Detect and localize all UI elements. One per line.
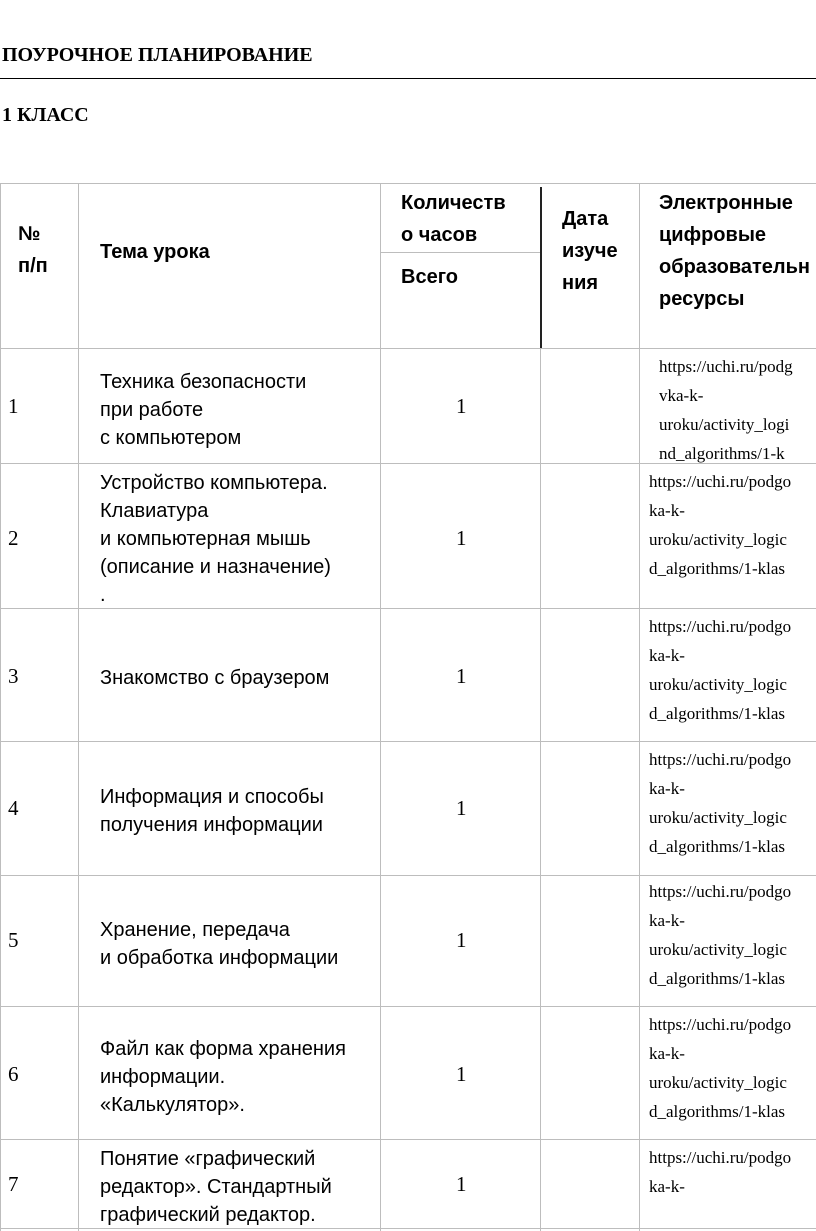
row-number: 1 bbox=[8, 394, 19, 418]
lesson-topic: Хранение, передача и обработка информации bbox=[100, 919, 339, 969]
header-hours-group: Количеств о часов bbox=[401, 192, 506, 246]
resource-link[interactable]: https://uchi.ru/podgo ka-k- uroku/activity_logic d_algorithms/1-klas bbox=[649, 1015, 792, 1121]
row-divider bbox=[0, 1139, 816, 1140]
hours-value: 1 bbox=[456, 394, 467, 418]
row-divider bbox=[0, 1006, 816, 1007]
header-number: № п/п bbox=[18, 223, 48, 277]
row-number: 6 bbox=[8, 1062, 19, 1086]
grade-title: 1 КЛАСС bbox=[2, 104, 89, 126]
column-divider bbox=[540, 348, 541, 1231]
lesson-topic: Устройство компьютера. Клавиатура и компьютерная мышь (описание и назначение) . bbox=[100, 472, 331, 606]
hours-value: 1 bbox=[456, 526, 467, 550]
lesson-topic: Знакомство с браузером bbox=[100, 667, 330, 689]
header-topic: Тема урока bbox=[100, 241, 210, 263]
table-top-border bbox=[0, 183, 816, 184]
row-number: 3 bbox=[8, 664, 19, 688]
row-number: 2 bbox=[8, 526, 19, 550]
table-left-border bbox=[0, 183, 1, 1231]
row-number: 7 bbox=[8, 1172, 19, 1196]
row-number: 4 bbox=[8, 796, 19, 820]
hours-header-divider bbox=[380, 252, 540, 253]
header-resources: Электронные цифровые образовательн ресурсы bbox=[659, 192, 810, 310]
header-date: Дата изуче ния bbox=[562, 208, 618, 294]
row-number: 5 bbox=[8, 928, 19, 952]
resource-link[interactable]: https://uchi.ru/podgo ka-k- uroku/activity_logic d_algorithms/1-klas bbox=[649, 882, 792, 988]
row-divider bbox=[0, 741, 816, 742]
hours-value: 1 bbox=[456, 796, 467, 820]
lesson-topic: Техника безопасности при работе с компьютером bbox=[100, 371, 307, 449]
header-hours-total: Всего bbox=[401, 266, 458, 288]
resource-link[interactable]: https://uchi.ru/podg vka-k- uroku/activity_logi nd_algorithms/1-k bbox=[659, 357, 793, 463]
resource-link[interactable]: https://uchi.ru/podgo ka-k- bbox=[649, 1148, 792, 1196]
document-title: ПОУРОЧНОЕ ПЛАНИРОВАНИЕ bbox=[2, 44, 313, 66]
hours-value: 1 bbox=[456, 928, 467, 952]
row-divider bbox=[0, 875, 816, 876]
hours-value: 1 bbox=[456, 1172, 467, 1196]
resource-link[interactable]: https://uchi.ru/podgo ka-k- uroku/activity_logic d_algorithms/1-klas bbox=[649, 472, 792, 578]
header-bottom-border bbox=[0, 348, 816, 349]
lesson-topic: Файл как форма хранения информации. «Калькулятор». bbox=[100, 1038, 346, 1116]
column-divider bbox=[540, 187, 542, 348]
column-divider bbox=[639, 183, 640, 1231]
lesson-topic: Понятие «графический редактор». Стандартный графический редактор. bbox=[100, 1148, 332, 1226]
title-underline bbox=[0, 78, 816, 79]
resource-link[interactable]: https://uchi.ru/podgo ka-k- uroku/activity_logic d_algorithms/1-klas bbox=[649, 617, 792, 723]
column-divider bbox=[78, 183, 79, 1231]
column-divider bbox=[380, 183, 381, 1231]
hours-value: 1 bbox=[456, 664, 467, 688]
resource-link[interactable]: https://uchi.ru/podgo ka-k- uroku/activity_logic d_algorithms/1-klas bbox=[649, 750, 792, 856]
hours-value: 1 bbox=[456, 1062, 467, 1086]
lesson-topic: Информация и способы получения информации bbox=[100, 786, 324, 836]
